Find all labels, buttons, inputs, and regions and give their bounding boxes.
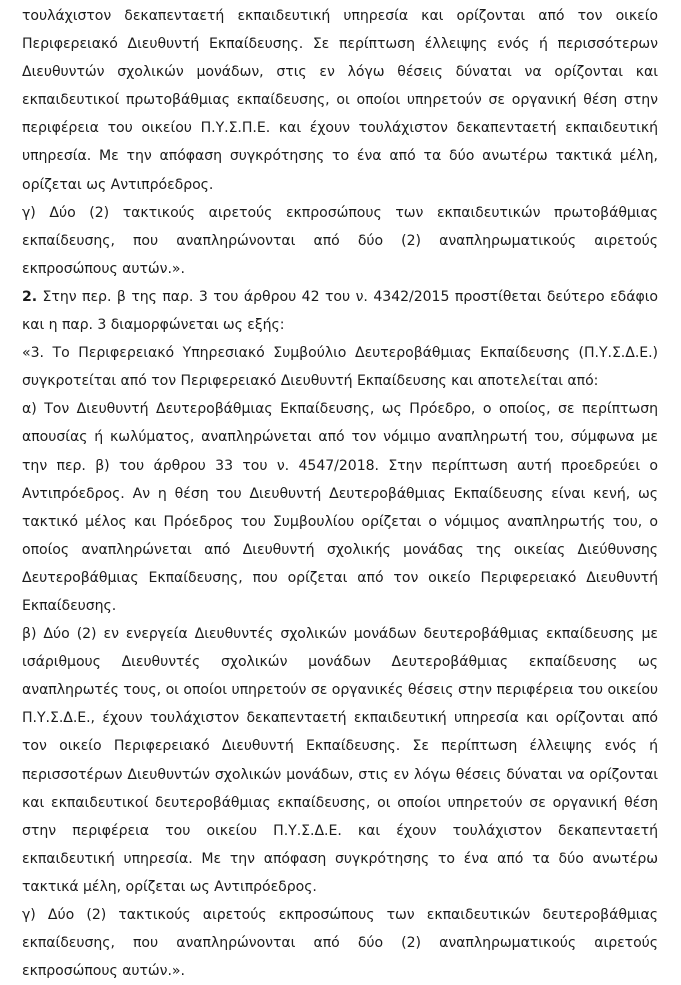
article-number-label: 2. bbox=[22, 288, 38, 305]
paragraph-item-alpha: α) Τον Διευθυντή Δευτεροβάθμιας Εκπαίδευσης, ως Πρόεδρο, ο οποίος, σε περίπτωση απουσίας ή κωλύματος, αναπληρώνεται από τον νόμιμο αναπληρωτή του, σύμφωνα με την περ. β) του άρθρου 33 του ν. 4547/2018. Στην περίπτωση αυτή προεδρεύει ο Αντιπρόεδρος. Αν η θέση του Διευθυντή Δευτεροβάθμιας Εκπαίδευσης είναι κενή, ως τακτικό μέλος και Πρόεδρος του Συμβουλίου ορίζεται ο νόμιμος αναπληρωτής του, ο οποίος αναπληρώνεται από Διευθυντή σχολικής μονάδας της οικείας Διεύθυνσης Δευτεροβάθμιας Εκπαίδευσης, που ορίζεται από τον οικείο Περιφερειακό Διευθυντή Εκπαίδευσης. bbox=[22, 401, 658, 614]
paragraph-item-gamma-primary: γ) Δύο (2) τακτικούς αιρετούς εκπροσώπους των εκπαιδευτικών πρωτοβάθμιας εκπαίδευσης, που αναπληρώνονται από δύο (2) αναπληρωματικούς αιρετούς εκπροσώπους αυτών.». bbox=[22, 204, 658, 277]
paragraph-item-beta: β) Δύο (2) εν ενεργεία Διευθυντές σχολικών μονάδων δευτεροβάθμιας εκπαίδευσης με ισάριθμους Διευθυντές σχολικών μονάδων Δευτεροβάθμιας εκπαίδευσης ως αναπληρωτές τους, οι οποίοι υπηρετούν σε οργανικές θέσεις στην περιφέρεια του οικείου Π.Υ.Σ.Δ.Ε., έχουν τουλάχιστον δεκαπενταετή εκπαιδευτική υπηρεσία και ορίζονται από τον οικείο Περιφερειακό Διευθυντή Εκπαίδευσης. Σε περίπτωση έλλειψης ενός ή περισσοτέρων Διευθυντών σχολικών μονάδων, στις εν λόγω θέσεις δύναται να ορίζονται και εκπαιδευτικοί δευτεροβάθμιας εκπαίδευσης, οι οποίοι υπηρετούν σε οργανική θέση στην περιφέρεια του οικείου Π.Υ.Σ.Δ.Ε. και έχουν τουλάχιστον δεκαπενταετή εκπαιδευτική υπηρεσία. Με την απόφαση συγκρότησης το ένα από τα δύο ανωτέρω τακτικά μέλη, ορίζεται ως Αντιπρόεδρος. bbox=[22, 626, 658, 895]
article-2-text: Στην περ. β της παρ. 3 του άρθρου 42 του ν. 4342/2015 προστίθεται δεύτερο εδάφιο και η παρ. 3 διαμορφώνεται ως εξής: bbox=[22, 288, 658, 334]
paragraph-article-2 bbox=[22, 283, 658, 339]
paragraph-continuation: τουλάχιστον δεκαπενταετή εκπαιδευτική υπηρεσία και ορίζονται από τον οικείο Περιφερειακό Διευθυντή Εκπαίδευσης. Σε περίπτωση έλλειψης ενός ή περισσότερων Διευθυντών σχολικών μονάδων, στις εν λόγω θέσεις δύναται να ορίζονται και εκπαιδευτικοί πρωτοβάθμιας εκπαίδευσης, οι οποίοι υπηρετούν σε οργανική θέση στην περιφέρεια του οικείου Π.Υ.Σ.Π.Ε. και έχουν τουλάχιστον δεκαπενταετή εκπαιδευτική υπηρεσία. Με την απόφαση συγκρότησης το ένα από τα δύο ανωτέρω τακτικά μέλη, ορίζεται ως Αντιπρόεδρος. bbox=[22, 8, 658, 193]
paragraph-quote-paragraph-3: «3. Το Περιφερειακό Υπηρεσιακό Συμβούλιο Δευτεροβάθμιας Εκπαίδευσης (Π.Υ.Σ.Δ.Ε.) συγκροτείται από τον Περιφερειακό Διευθυντή Εκπαίδευσης και αποτελείται από: bbox=[22, 345, 658, 390]
paragraph-item-gamma-secondary: γ) Δύο (2) τακτικούς αιρετούς εκπροσώπους των εκπαιδευτικών δευτεροβάθμιας εκπαίδευσης, που αναπληρώνονται από δύο (2) αναπληρωματικούς αιρετούς εκπροσώπους αυτών.». bbox=[22, 907, 658, 980]
document-body bbox=[22, 0, 658, 985]
